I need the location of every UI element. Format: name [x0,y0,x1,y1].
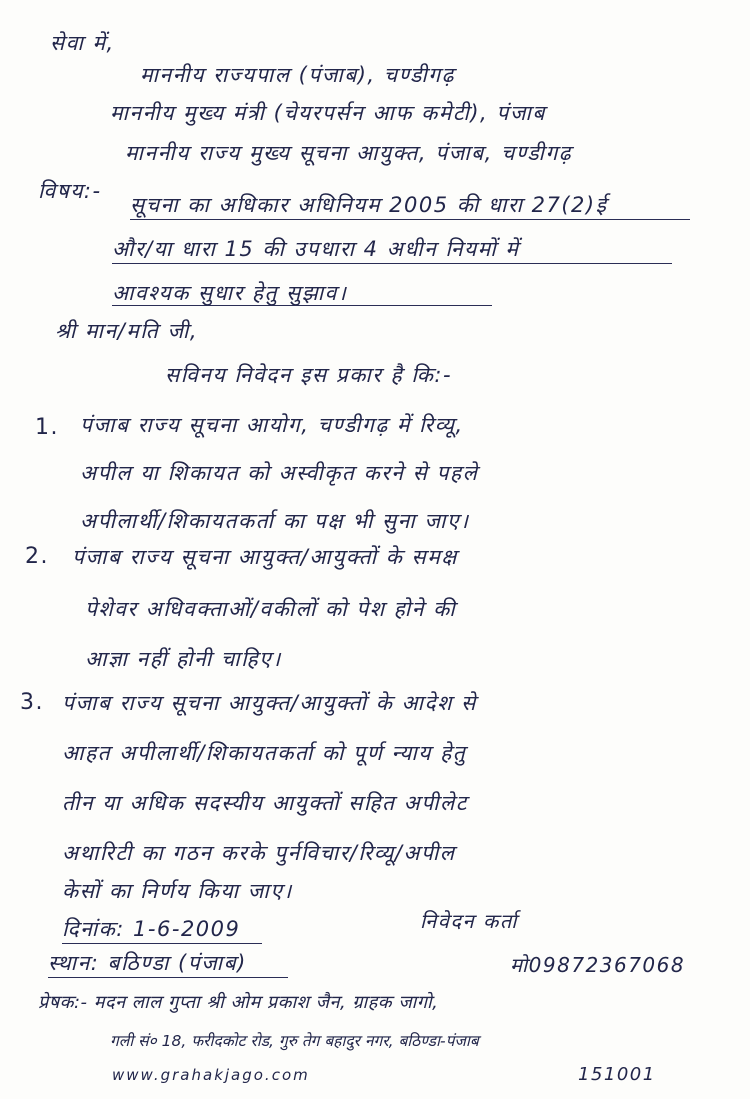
place-underline [48,977,288,978]
subject-line-2: और/या धारा 15 की उपधारा 4 अधीन नियमों में [112,237,520,261]
point-3-line-2: आहत अपीलार्थी/शिकायतकर्ता को पूर्ण न्याय हेतु [62,741,467,765]
point-2-line-3: आज्ञा नहीं होनी चाहिए। [85,647,282,671]
point-2-number: 2. [25,544,49,569]
subject-underline-1 [130,219,690,220]
point-3-line-5: केसों का निर्णय किया जाए। [62,879,293,903]
point-3-line-3: तीन या अधिक सदस्यीय आयुक्तों सहित अपीलेट [62,791,468,815]
date-line: दिनांक: 1-6-2009 [62,917,241,941]
point-3-number: 3. [20,690,44,715]
place-line: स्थान: बठिण्डा (पंजाब) [48,951,247,975]
subject-line-3: आवश्यक सुधार हेतु सुझाव। [112,281,348,305]
point-3-line-4: अथारिटी का गठन करके पुर्नविचार/रिव्यू/अपील [62,841,456,865]
date-underline [62,943,262,944]
point-1-line-1: पंजाब राज्य सूचना आयोग, चण्डीगढ़ में रिव्यू, [80,413,464,437]
recipient-governor: माननीय राज्यपाल (पंजाब), चण्डीगढ़ [140,63,455,87]
salutation-to: सेवा में, [50,31,115,55]
opening-line: सविनय निवेदन इस प्रकार है कि:- [165,363,453,387]
point-2-line-2: पेशेवर अधिवक्ताओं/वकीलों को पेश होने की [85,597,457,621]
mobile-number: मो09872367068 [510,953,686,977]
point-1-line-2: अपील या शिकायत को अस्वीकृत करने से पहले [80,461,479,485]
greeting: श्री मान/मति जी, [55,319,199,343]
sender-line-1: प्रेषक:- मदन लाल गुप्ता श्री ओम प्रकाश जैन, ग्राहक जागो, [38,992,439,1013]
subject-underline-3 [112,305,492,306]
point-1-line-3: अपीलार्थी/शिकायतकर्ता का पक्ष भी सुना जाए। [80,509,470,533]
recipient-information-commissioner: माननीय राज्य मुख्य सूचना आयुक्त, पंजाब, चण्डीगढ़ [125,141,573,165]
website: www.grahakjago.com [112,1066,310,1084]
point-1-number: 1. [35,415,59,440]
point-2-line-1: पंजाब राज्य सूचना आयुक्त/आयुक्तों के समक्ष [72,545,458,569]
recipient-chief-minister: माननीय मुख्य मंत्री (चेयरपर्सन आफ कमेटी), पंजाब [110,101,546,125]
subject-underline-2 [112,263,672,264]
subject-line-1: सूचना का अधिकार अधिनियम 2005 की धारा 27(2)ई [130,193,608,217]
subject-label: विषय:- [38,179,102,203]
sender-line-2: गली सं० 18, फरीदकोट रोड, गुरु तेग बहादुर नगर, बठिण्डा-पंजाब [110,1032,479,1050]
signature: निवेदन कर्ता [420,909,518,933]
sender-line-3: 151001 [578,1064,656,1085]
point-3-line-1: पंजाब राज्य सूचना आयुक्त/आयुक्तों के आदेश से [62,691,477,715]
